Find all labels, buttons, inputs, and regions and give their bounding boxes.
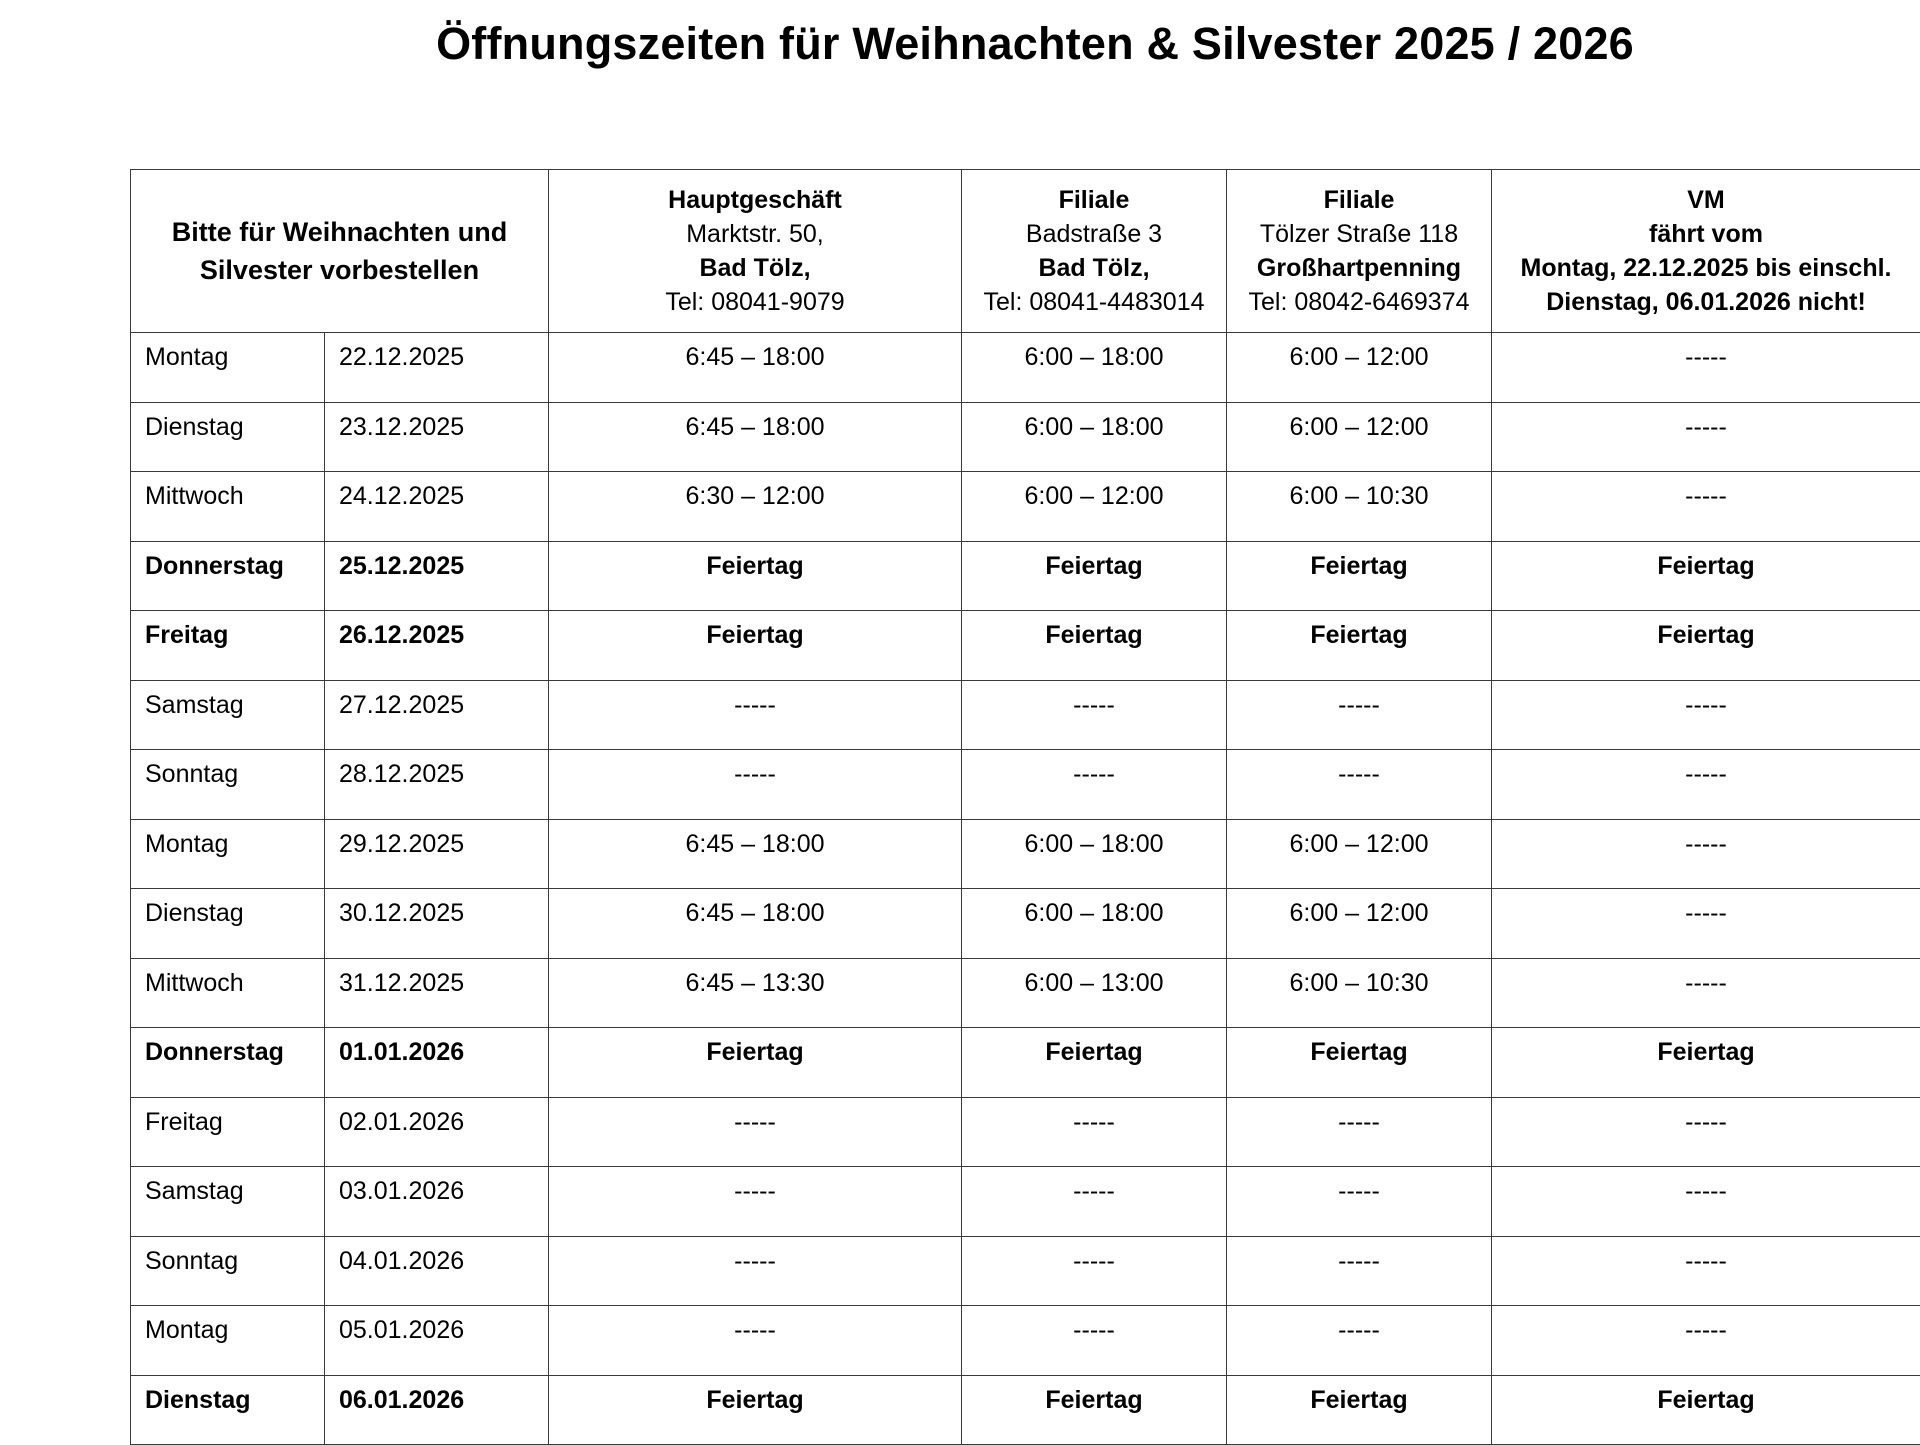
hours-cell: ----- <box>1492 333 1920 403</box>
header-row <box>131 170 1920 333</box>
store-address: Marktstr. 50, <box>549 217 961 251</box>
table-row <box>131 333 1920 403</box>
preorder-line-1: Bitte für Weihnachten und <box>131 213 548 251</box>
table-row <box>131 1306 1920 1376</box>
hours-cell: Feiertag <box>549 541 962 611</box>
hours-cell: ----- <box>1492 1306 1920 1376</box>
hours-cell: ----- <box>1492 750 1920 820</box>
hours-cell: ----- <box>1492 402 1920 472</box>
hours-cell: 6:00 – 12:00 <box>1227 819 1492 889</box>
date-cell: 27.12.2025 <box>325 680 549 750</box>
store-phone: Tel: 08041-9079 <box>549 285 961 319</box>
hours-cell: Feiertag <box>1227 1028 1492 1098</box>
day-cell: Montag <box>131 333 325 403</box>
date-cell: 23.12.2025 <box>325 402 549 472</box>
hours-cell: ----- <box>549 1167 962 1237</box>
hours-cell: ----- <box>1227 1167 1492 1237</box>
day-cell: Montag <box>131 1306 325 1376</box>
date-cell: 31.12.2025 <box>325 958 549 1028</box>
hours-cell: 6:00 – 13:00 <box>962 958 1227 1028</box>
store-name: Filiale <box>1227 183 1491 217</box>
header-branch-grosshartpenning <box>1227 170 1492 333</box>
hours-cell: ----- <box>1492 1167 1920 1237</box>
hours-cell: Feiertag <box>549 1375 962 1445</box>
date-cell: 28.12.2025 <box>325 750 549 820</box>
hours-cell: 6:00 – 10:30 <box>1227 958 1492 1028</box>
hours-cell: 6:30 – 12:00 <box>549 472 962 542</box>
day-cell: Samstag <box>131 1167 325 1237</box>
date-cell: 04.01.2026 <box>325 1236 549 1306</box>
hours-cell: ----- <box>1492 958 1920 1028</box>
date-cell: 02.01.2026 <box>325 1097 549 1167</box>
day-cell: Dienstag <box>131 1375 325 1445</box>
hours-cell: 6:00 – 18:00 <box>962 889 1227 959</box>
store-address: Tölzer Straße 118 <box>1227 217 1491 251</box>
hours-cell: ----- <box>962 1167 1227 1237</box>
hours-cell: Feiertag <box>1492 1028 1920 1098</box>
hours-cell: ----- <box>1227 1306 1492 1376</box>
header-branch-badstrasse <box>962 170 1227 333</box>
hours-cell: 6:45 – 18:00 <box>549 333 962 403</box>
hours-cell: 6:00 – 12:00 <box>962 472 1227 542</box>
hours-cell: ----- <box>549 1097 962 1167</box>
date-cell: 05.01.2026 <box>325 1306 549 1376</box>
hours-cell: ----- <box>962 1306 1227 1376</box>
day-cell: Donnerstag <box>131 541 325 611</box>
table-row <box>131 1236 1920 1306</box>
hours-cell: Feiertag <box>1492 1375 1920 1445</box>
date-cell: 03.01.2026 <box>325 1167 549 1237</box>
hours-cell: ----- <box>962 680 1227 750</box>
hours-cell: Feiertag <box>1227 611 1492 681</box>
preorder-line-2: Silvester vorbestellen <box>131 251 548 289</box>
day-cell: Donnerstag <box>131 1028 325 1098</box>
hours-cell: 6:00 – 18:00 <box>962 819 1227 889</box>
hours-cell: ----- <box>1227 750 1492 820</box>
header-vm <box>1492 170 1920 333</box>
vm-note-2: Montag, 22.12.2025 bis einschl. <box>1492 251 1920 285</box>
table-row <box>131 958 1920 1028</box>
date-cell: 24.12.2025 <box>325 472 549 542</box>
hours-cell: 6:45 – 18:00 <box>549 819 962 889</box>
hours-cell: ----- <box>549 750 962 820</box>
day-cell: Samstag <box>131 680 325 750</box>
day-cell: Dienstag <box>131 402 325 472</box>
date-cell: 06.01.2026 <box>325 1375 549 1445</box>
hours-cell: ----- <box>1227 1097 1492 1167</box>
store-city: Bad Tölz, <box>549 251 961 285</box>
table-row <box>131 750 1920 820</box>
hours-cell: ----- <box>1492 1236 1920 1306</box>
day-cell: Montag <box>131 819 325 889</box>
hours-cell: 6:45 – 13:30 <box>549 958 962 1028</box>
table-row <box>131 1167 1920 1237</box>
hours-cell: Feiertag <box>962 611 1227 681</box>
hours-cell: 6:00 – 12:00 <box>1227 402 1492 472</box>
hours-cell: 6:00 – 18:00 <box>962 402 1227 472</box>
table-row <box>131 402 1920 472</box>
table-row <box>131 680 1920 750</box>
hours-cell: ----- <box>1227 1236 1492 1306</box>
store-name: Hauptgeschäft <box>549 183 961 217</box>
hours-cell: ----- <box>549 1306 962 1376</box>
day-cell: Sonntag <box>131 1236 325 1306</box>
table-row <box>131 1028 1920 1098</box>
store-phone: Tel: 08041-4483014 <box>962 285 1226 319</box>
hours-cell: 6:00 – 12:00 <box>1227 889 1492 959</box>
hours-cell: 6:45 – 18:00 <box>549 402 962 472</box>
hours-cell: Feiertag <box>962 1028 1227 1098</box>
hours-cell: 6:00 – 18:00 <box>962 333 1227 403</box>
header-main-store <box>549 170 962 333</box>
table-row <box>131 1375 1920 1445</box>
hours-cell: ----- <box>549 680 962 750</box>
hours-cell: ----- <box>962 1236 1227 1306</box>
hours-cell: ----- <box>1492 819 1920 889</box>
hours-cell: ----- <box>549 1236 962 1306</box>
vm-note-1: fährt vom <box>1492 217 1920 251</box>
day-cell: Dienstag <box>131 889 325 959</box>
table-row <box>131 1097 1920 1167</box>
page-title: Öffnungszeiten für Weihnachten & Silvester 2025 / 2026 <box>0 18 1920 70</box>
day-cell: Mittwoch <box>131 958 325 1028</box>
hours-cell: 6:00 – 10:30 <box>1227 472 1492 542</box>
hours-cell: ----- <box>1492 889 1920 959</box>
date-cell: 25.12.2025 <box>325 541 549 611</box>
day-cell: Sonntag <box>131 750 325 820</box>
hours-cell: Feiertag <box>962 541 1227 611</box>
table-row <box>131 611 1920 681</box>
date-cell: 26.12.2025 <box>325 611 549 681</box>
table-row <box>131 889 1920 959</box>
date-cell: 01.01.2026 <box>325 1028 549 1098</box>
table-row <box>131 472 1920 542</box>
store-address: Badstraße 3 <box>962 217 1226 251</box>
date-cell: 29.12.2025 <box>325 819 549 889</box>
store-city: Bad Tölz, <box>962 251 1226 285</box>
hours-cell: ----- <box>1227 680 1492 750</box>
vm-name: VM <box>1492 183 1920 217</box>
hours-cell: Feiertag <box>549 1028 962 1098</box>
day-cell: Mittwoch <box>131 472 325 542</box>
hours-cell: ----- <box>1492 1097 1920 1167</box>
opening-hours-table <box>130 169 1920 1445</box>
store-name: Filiale <box>962 183 1226 217</box>
hours-cell: 6:00 – 12:00 <box>1227 333 1492 403</box>
hours-cell: Feiertag <box>1492 611 1920 681</box>
hours-cell: 6:45 – 18:00 <box>549 889 962 959</box>
day-cell: Freitag <box>131 1097 325 1167</box>
table-row <box>131 819 1920 889</box>
hours-cell: ----- <box>962 1097 1227 1167</box>
store-phone: Tel: 08042-6469374 <box>1227 285 1491 319</box>
hours-cell: ----- <box>962 750 1227 820</box>
hours-cell: Feiertag <box>962 1375 1227 1445</box>
hours-cell: Feiertag <box>549 611 962 681</box>
hours-cell: Feiertag <box>1227 541 1492 611</box>
hours-cell: ----- <box>1492 680 1920 750</box>
vm-note-3: Dienstag, 06.01.2026 nicht! <box>1492 285 1920 319</box>
day-cell: Freitag <box>131 611 325 681</box>
preorder-note <box>131 170 549 333</box>
table-row <box>131 541 1920 611</box>
date-cell: 22.12.2025 <box>325 333 549 403</box>
hours-cell: Feiertag <box>1227 1375 1492 1445</box>
date-cell: 30.12.2025 <box>325 889 549 959</box>
hours-cell: ----- <box>1492 472 1920 542</box>
hours-cell: Feiertag <box>1492 541 1920 611</box>
store-city: Großhartpenning <box>1227 251 1491 285</box>
